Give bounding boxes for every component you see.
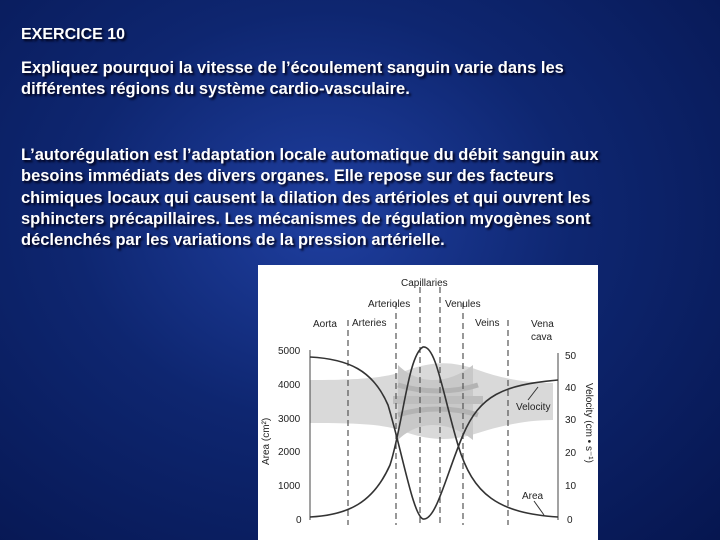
- left-tick: 3000: [278, 414, 301, 425]
- answer-text: [21, 145, 711, 251]
- label-velocity-curve: Velocity: [516, 402, 551, 413]
- question-line: différentes régions du système cardio-vasculaire.: [21, 80, 410, 98]
- right-tick: 20: [565, 448, 577, 459]
- blood-flow-figure: [258, 265, 598, 540]
- area-pointer: [534, 501, 544, 515]
- question-text: [21, 58, 701, 100]
- left-axis-title: Area (cm²): [261, 417, 272, 465]
- answer-line: chimiques locaux qui causent la dilation des artérioles et qui ouvrent les: [21, 188, 591, 207]
- left-tick: 1000: [278, 481, 301, 492]
- label-area-curve: Area: [522, 491, 544, 502]
- right-tick: 10: [565, 481, 577, 492]
- answer-line: sphincters précapillaires. Les mécanismes de régulation myogènes sont: [21, 209, 591, 228]
- left-tick: 5000: [278, 346, 301, 357]
- left-tick: 4000: [278, 380, 301, 391]
- answer-line: L’autorégulation est l’adaptation locale automatique du débit sanguin aux: [21, 146, 599, 164]
- figure-svg: [258, 265, 598, 540]
- answer-line: besoins immédiats des divers organes. Elle repose sur des facteurs: [21, 167, 554, 186]
- label-venules: Venules: [445, 299, 481, 310]
- left-tick: 0: [296, 515, 302, 526]
- right-tick: 0: [567, 515, 573, 526]
- right-tick: 30: [565, 415, 577, 426]
- label-arterioles: Arterioles: [368, 299, 411, 310]
- right-axis-title: Velocity (cm • s⁻¹): [583, 383, 594, 463]
- right-tick: 40: [565, 383, 577, 394]
- answer-line: déclenchés par les variations de la pression artérielle.: [21, 231, 445, 250]
- label-aorta: Aorta: [313, 319, 337, 330]
- right-tick: 50: [565, 351, 577, 362]
- label-vena-cava-2: cava: [531, 332, 553, 343]
- left-tick: 2000: [278, 447, 301, 458]
- slide-title: EXERCICE 10: [21, 26, 126, 43]
- question-line: Expliquez pourquoi la vitesse de l’écoulement sanguin varie dans les: [21, 59, 564, 77]
- label-vena-cava-1: Vena: [531, 319, 554, 330]
- label-veins: Veins: [475, 318, 500, 329]
- label-capillaries: Capillaries: [401, 278, 448, 289]
- label-arteries: Arteries: [352, 318, 387, 329]
